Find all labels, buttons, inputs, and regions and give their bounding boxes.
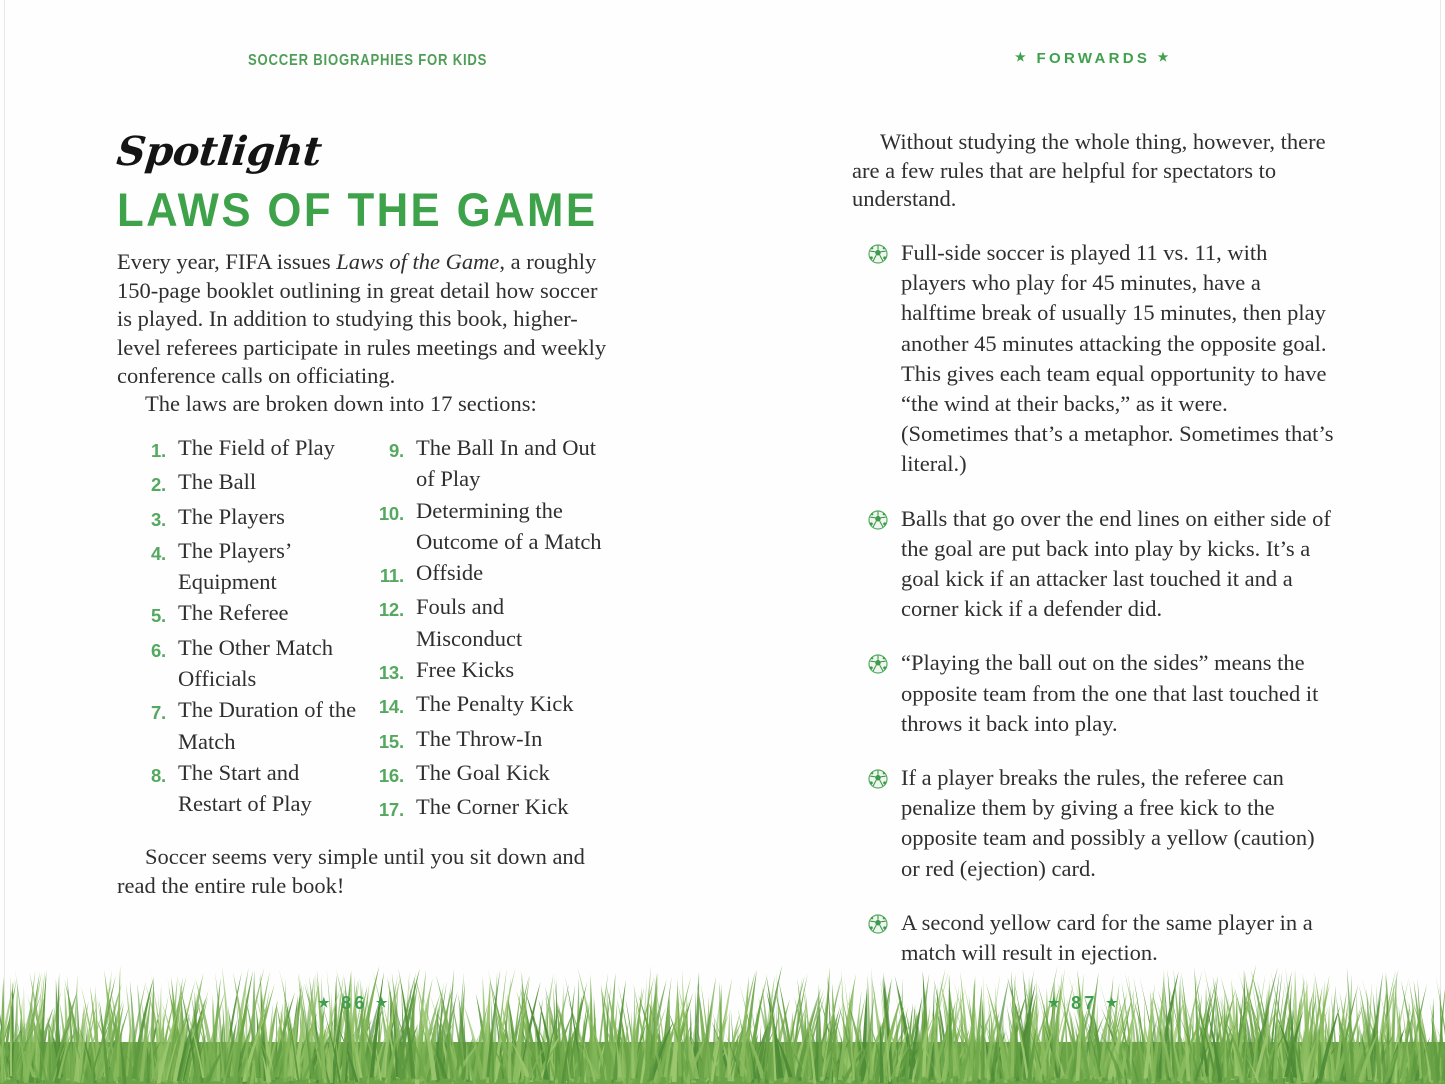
grass-illustration [0, 934, 1445, 1084]
law-list-item [366, 432, 606, 495]
star-icon: ★ [1048, 995, 1063, 1010]
page-edge-left [4, 0, 5, 1084]
law-item-label: Free Kicks [416, 657, 515, 683]
running-head-right [1015, 50, 1172, 67]
law-item-label: The Goal Kick [416, 759, 550, 785]
spotlight-kicker: Spotlight [114, 128, 324, 175]
law-list-item [366, 591, 606, 654]
law-item-number: 15. [378, 730, 404, 752]
intro-part-2: , a roughly 150-page booklet outlining in great detail how soccer is played. In addition to studying this book, higher-level referees participate in rules meetings and weekly conference calls on officiating. [117, 249, 607, 389]
rule-bullet-item [868, 504, 1336, 625]
page-edge-right [1440, 0, 1441, 1084]
law-item-number: 10. [378, 502, 404, 524]
laws-list-column-two [366, 432, 606, 826]
law-item-number: 3. [150, 508, 166, 530]
soccer-ball-icon [868, 654, 888, 674]
law-item-label: The Field of Play [178, 435, 335, 460]
law-item-number: 4. [150, 542, 166, 564]
rule-bullet-text: Full-side soccer is played 11 vs. 11, with players who play for 45 minutes, have a halftime break of usually 15 minutes, then play another 45 minutes attacking the opposite goal. This gives each team equal opportunity to have “the wind at their backs,” as it were. (Sometimes that’s a metaphor. Sometimes that’s literal.) [901, 240, 1334, 477]
law-item-label: The Throw-In [416, 725, 543, 751]
soccer-ball-icon [868, 914, 888, 934]
law-list-item [128, 694, 358, 757]
rule-bullet-text: “Playing the ball out on the sides” means the opposite team from the one that last touched it throws it back into play. [901, 650, 1319, 736]
page-number-left [318, 993, 391, 1014]
law-item-label: Determining the Outcome of a Match [416, 497, 602, 554]
page-number-value: 86 [341, 993, 368, 1013]
intro-italic-title: Laws of the Game [336, 249, 500, 274]
rules-bullet-list [868, 238, 1336, 968]
law-item-label: The Referee [178, 600, 289, 626]
law-list-item [128, 501, 358, 535]
running-head-left: SOCCER BIOGRAPHIES FOR KIDS [248, 52, 488, 69]
intro-paragraph [117, 248, 607, 391]
law-item-number: 5. [150, 605, 166, 627]
star-icon: ★ [1105, 995, 1121, 1010]
star-icon-right: ★ [1157, 50, 1172, 64]
rule-bullet-item [868, 648, 1336, 739]
law-list-item [128, 597, 358, 631]
closing-paragraph: Soccer seems very simple until you sit down and read the entire rule book! [117, 844, 585, 898]
soccer-ball-icon [868, 510, 888, 530]
rule-bullet-item [868, 238, 1336, 480]
law-item-label: The Start and Restart of Play [178, 759, 312, 817]
law-item-label: Fouls and Misconduct [416, 594, 523, 651]
laws-list-column-one [128, 432, 358, 820]
law-list-item [366, 723, 606, 757]
law-list-item [128, 466, 358, 500]
grass-blade [13, 983, 17, 1084]
law-item-number: 7. [150, 702, 166, 724]
law-item-number: 6. [150, 639, 166, 661]
law-item-label: The Players’ Equipment [178, 537, 291, 595]
law-list-item [366, 791, 606, 825]
star-icon: ★ [375, 995, 391, 1010]
soccer-ball-icon [868, 769, 888, 789]
law-item-label: The Penalty Kick [416, 691, 574, 717]
rule-bullet-item [868, 763, 1336, 884]
law-item-label: Offside [416, 560, 484, 586]
rule-bullet-text: If a player breaks the rules, the referee can penalize them by giving a free kick to the opposite team and possibly a yellow (caution) or red (ejection) card. [901, 765, 1315, 881]
grass-blade [861, 988, 867, 1082]
law-item-label: The Other Match Officials [178, 634, 333, 692]
law-item-number: 1. [150, 440, 166, 461]
rule-bullet-text: Balls that go over the end lines on either side of the goal are put back into play by kicks. It’s a goal kick if an attacker last touched it and a corner kick if a defender did. [901, 505, 1331, 622]
grass-svg [0, 934, 1445, 1084]
law-item-label: The Ball [178, 469, 257, 495]
law-item-number: 13. [378, 662, 404, 684]
law-item-label: The Players [178, 503, 285, 529]
law-list-item [366, 557, 606, 591]
sections-lead-paragraph: The laws are broken down into 17 sections: [145, 391, 537, 416]
law-item-number: 9. [388, 440, 404, 461]
law-item-number: 2. [150, 474, 166, 496]
intro-part-1: Every year, FIFA issues [117, 249, 337, 274]
law-item-label: The Duration of the Match [178, 697, 357, 754]
law-item-number: 12. [378, 599, 404, 621]
law-list-item [366, 757, 606, 791]
law-list-item [128, 632, 358, 695]
law-item-label: The Corner Kick [416, 794, 569, 820]
running-head-right-label: FORWARDS [1036, 50, 1151, 67]
law-item-number: 14. [378, 696, 404, 718]
law-list-item [128, 535, 358, 598]
law-list-item [366, 495, 606, 558]
rule-bullet-text: A second yellow card for the same player in a match will result in ejection. [901, 909, 1313, 966]
soccer-ball-icon [868, 244, 888, 264]
law-item-number: 11. [379, 565, 404, 587]
star-icon-left: ★ [1015, 50, 1030, 64]
law-list-item [366, 688, 606, 722]
law-list-item [128, 757, 358, 820]
star-icon: ★ [318, 995, 333, 1010]
law-list-item [366, 654, 606, 688]
law-item-label: The Ball In and Out of Play [416, 435, 596, 492]
page-title: LAWS OF THE GAME [117, 183, 598, 236]
right-intro-paragraph: Without studying the whole thing, however, there are a few rules that are helpful for spectators to understand. [852, 129, 1326, 212]
page-number-right [1048, 993, 1121, 1014]
law-item-number: 17. [378, 799, 404, 821]
page-number-value: 87 [1071, 993, 1098, 1013]
law-item-number: 16. [378, 764, 404, 786]
law-item-number: 8. [150, 764, 166, 786]
law-list-item [128, 432, 358, 466]
